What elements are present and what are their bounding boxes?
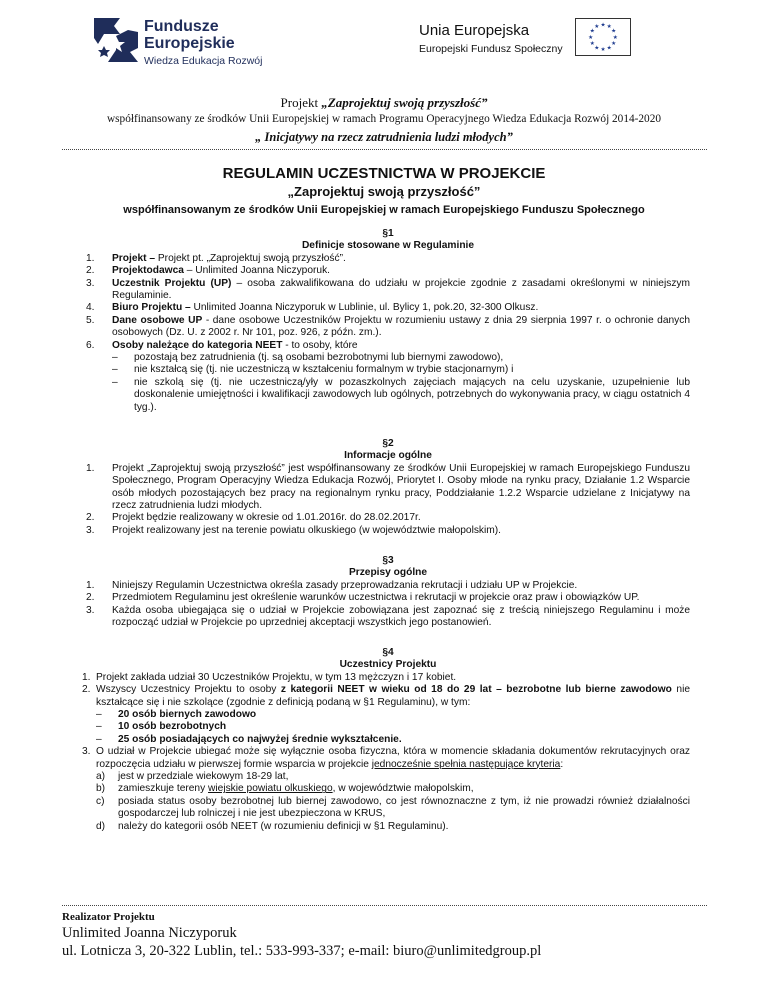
section-number: §3 xyxy=(382,555,394,566)
project-name: „Zaprojektuj swoją przyszłość” xyxy=(321,95,488,110)
list-item: 3. Każda osoba ubiegająca się o udział w Projekcie zobowiązana jest zapoznać się z treścią niniejszego Regulaminu i może rozpocząć udział w Projekcie po uprzedniej akceptacji wszystkich jego postanowień. xyxy=(86,604,690,629)
list-item: 6. Osoby należące do kategoria NEET - to osoby, które – pozostają bez zatrudnienia (tj. są osobami bezrobotnymi lub biernymi zawodowo), – nie kształcą się (tj. nie uczestniczą w kształceniu formalnym w trybie stacjonarnym) i – nie szkolą się (tj. nie uczestniczą/yły w pozaszkolnych zajęciach mających na celu uzyskanie, uzupełnienie lub doskonalenie umiejętności i kwalifikacji zawodowych lub ogólnych, potrzebnych do wykonywania pracy, w ciągu ostatnich 4 tyg.). xyxy=(86,340,690,414)
list-item: 2. Projekt będzie realizowany w okresie od 1.01.2016r. do 28.02.2017r. xyxy=(86,512,421,524)
footer-label: Realizator Projektu xyxy=(62,911,155,923)
dash-item: – 10 osób bezrobotnych xyxy=(96,721,690,733)
dash-item: – nie szkolą się (tj. nie uczestniczą/yły w pozaszkolnych zajęciach mających na celu uzyskanie, uzupełnienie lub doskonalenie umiejętności i kwalifikacji zawodowych lub ogólnych, potrzebnych do wykonywania pracy, w ciągu ostatnich 4 tyg.). xyxy=(112,377,690,414)
section-number: §1 xyxy=(382,228,394,239)
list-item: 1. Projekt zakłada udział 30 Uczestników Projektu, w tym 13 mężczyzn i 17 kobiet. xyxy=(82,671,457,683)
list-item: 2. Projektodawca – Unlimited Joanna Niczyporuk. xyxy=(86,265,330,277)
footer-name: Unlimited Joanna Niczyporuk xyxy=(62,925,237,941)
criterion-item: d) należy do kategorii osób NEET (w rozumieniu definicji w §1 Regulaminu). xyxy=(96,820,449,832)
section-heading: Informacje ogólne xyxy=(344,450,432,462)
ue-logo-line1: Unia Europejska xyxy=(419,22,530,39)
section-heading: Uczestnicy Projektu xyxy=(339,659,437,671)
svg-text:★: ★ xyxy=(606,24,612,31)
fe-logo-line1: Fundusze xyxy=(144,18,219,35)
section-number: §4 xyxy=(382,647,394,658)
list-item: 1. Niniejszy Regulamin Uczestnictwa określa zasady przeprowadzania rekrutacji i udziału UP w Projekcie. xyxy=(86,579,578,591)
list-item: 3. O udział w Projekcie ubiegać może się wyłącznie osoba fizyczna, która w momencie składania dokumentów rekrutacyjnych oraz rozpoczęcia udziału w pierwszej formie wsparcia w projekcie jednocześnie spełnia następujące kryteria: a) jest w przedziale wiekowym 18-29 lat, b) zamieszkuje tereny wiejskie powiatu olkuskiego, w województwie małopolskim, c) posiada status osoby bezrobotnej lub biernej zawodowo, co jest równoznaczne z tym, iż nie prowadzi również działalności gospodarczej lub rolniczej i nie jest ubezpieczona w KRUS, d) należy do kategorii osób NEET (w rozumieniu definicji w §1 Regulaminu). xyxy=(82,746,690,832)
svg-text:★: ★ xyxy=(600,47,606,54)
dash-item: – 25 osób posiadających co najwyżej średnie wykształcenie. xyxy=(96,734,690,746)
section-3 xyxy=(86,555,690,629)
fe-logo-line3: Wiedza Edukacja Rozwój xyxy=(144,55,263,67)
section-4 xyxy=(82,647,690,833)
criterion-item: b) zamieszkuje tereny wiejskie powiatu olkuskiego, w województwie małopolskim, xyxy=(96,783,474,795)
svg-text:★: ★ xyxy=(589,28,595,35)
list-item: 1. Projekt „Zaprojektuj swoją przyszłość” jest współfinansowany ze środków Unii Europejskiej w ramach Europejskiego Funduszu Społecznego, Program Operacyjny Wiedza Edukacja Rozwój, Priorytet I. Osoby młode na rynku pracy, Działanie 1.2 Wsparcie osób młodych pozostających bez pracy na regionalnym rynku pracy, Poddziałanie 1.2.2 Wsparcie udzielane z Inicjatywy na rzecz zatrudnienia ludzi młodych. xyxy=(86,462,690,512)
svg-text:★: ★ xyxy=(594,24,600,31)
footer-divider xyxy=(62,905,707,906)
document-title: REGULAMIN UCZESTNICTWA W PROJEKCIE xyxy=(222,165,546,182)
project-prefix: Projekt xyxy=(280,95,322,110)
list-item: 2. Wszyscy Uczestnicy Projektu to osoby z kategorii NEET w wieku od 18 do 29 lat – bezrobotne lub bierne zawodowo nie kształcące się i nie szkolące (zgodnie z definicją podaną w §1 Regulaminu), w tym: – 20 osób biernych zawodowo – 10 osób bezrobotnych – 25 osób posiadających co najwyżej średnie wykształcenie. xyxy=(82,684,690,746)
document-cofinancing: współfinansowanym ze środków Unii Europejskiej w ramach Europejskiego Funduszu Społecznego xyxy=(123,204,645,216)
svg-text:★: ★ xyxy=(594,45,600,52)
section-heading: Definicje stosowane w Regulaminie xyxy=(301,240,475,252)
section-1 xyxy=(86,228,690,414)
fe-logo-line2: Europejskie xyxy=(144,35,235,52)
section-number: §2 xyxy=(382,438,394,449)
fundusze-europejskie-logo xyxy=(94,18,274,68)
svg-text:★: ★ xyxy=(611,41,617,48)
document-subtitle: „Zaprojektuj swoją przyszłość” xyxy=(287,184,481,199)
list-item: 2. Przedmiotem Regulaminu jest określenie warunków uczestnictwa i rekrutacji w projekcie oraz praw i obowiązków UP. xyxy=(86,592,640,604)
list-item: 3. Uczestnik Projektu (UP) – osoba zakwalifikowana do udziału w projekcie zgodnie z zasadami określonymi w niniejszym Regulaminie. xyxy=(86,277,690,302)
initiative-line: „ Inicjatywy na rzecz zatrudnienia ludzi młodych” xyxy=(255,130,513,144)
dash-item: – 20 osób biernych zawodowo xyxy=(96,709,690,721)
project-title xyxy=(0,95,768,111)
dash-item: – pozostają bez zatrudnienia (tj. są osobami bezrobotnymi lub biernymi zawodowo), xyxy=(112,352,690,364)
list-item: 5. Dane osobowe UP - dane osobowe Uczestników Projektu w rozumieniu ustawy z dnia 29 sierpnia 1997 r. o ochronie danych osobowych (Dz. U. z 2002 r. Nr 101, poz. 926, z późn. zm.). xyxy=(86,314,690,339)
ue-logo-line2: Europejski Fundusz Społeczny xyxy=(419,43,563,55)
svg-text:★: ★ xyxy=(612,34,618,41)
dash-item: – nie kształcą się (tj. nie uczestniczą w kształceniu formalnym w trybie stacjonarnym) i xyxy=(112,364,690,376)
footer-address: ul. Lotnicza 3, 20-322 Lublin, tel.: 533-993-337; e-mail: biuro@unlimitedgroup.pl xyxy=(62,943,542,959)
svg-text:★: ★ xyxy=(589,41,595,48)
svg-text:★: ★ xyxy=(588,34,594,41)
svg-text:★: ★ xyxy=(600,22,606,29)
fe-star-mark-icon xyxy=(94,18,138,62)
list-item: 4. Biuro Projektu – Unlimited Joanna Niczyporuk w Lublinie, ul. Bylicy 1, pok.20, 32-300 Olkusz. xyxy=(86,302,539,314)
list-item: 3. Projekt realizowany jest na terenie powiatu olkuskiego (w województwie małopolskim). xyxy=(86,524,501,536)
svg-text:★: ★ xyxy=(611,28,617,35)
header-divider xyxy=(62,149,707,150)
criterion-item: c) posiada status osoby bezrobotnej lub biernej zawodowo, co jest równoznaczne z tym, iż nie prowadzi również działalności gospodarczej lub rolniczej i nie jest ubezpieczona w KRUS, xyxy=(96,795,690,820)
section-2 xyxy=(86,438,690,537)
section-heading: Przepisy ogólne xyxy=(348,567,428,579)
svg-text:★: ★ xyxy=(606,45,612,52)
project-cofinancing: współfinansowany ze środków Unii Europejskiej w ramach Programu Operacyjnego Wiedza Edukacja Rozwój 2014-2020 xyxy=(107,113,661,125)
criterion-item: a) jest w przedziale wiekowym 18-29 lat, xyxy=(96,771,289,783)
list-item: 1. Projekt – Projekt pt. „Zaprojektuj swoją przyszłość”. xyxy=(86,252,346,264)
eu-flag-icon xyxy=(575,18,631,56)
